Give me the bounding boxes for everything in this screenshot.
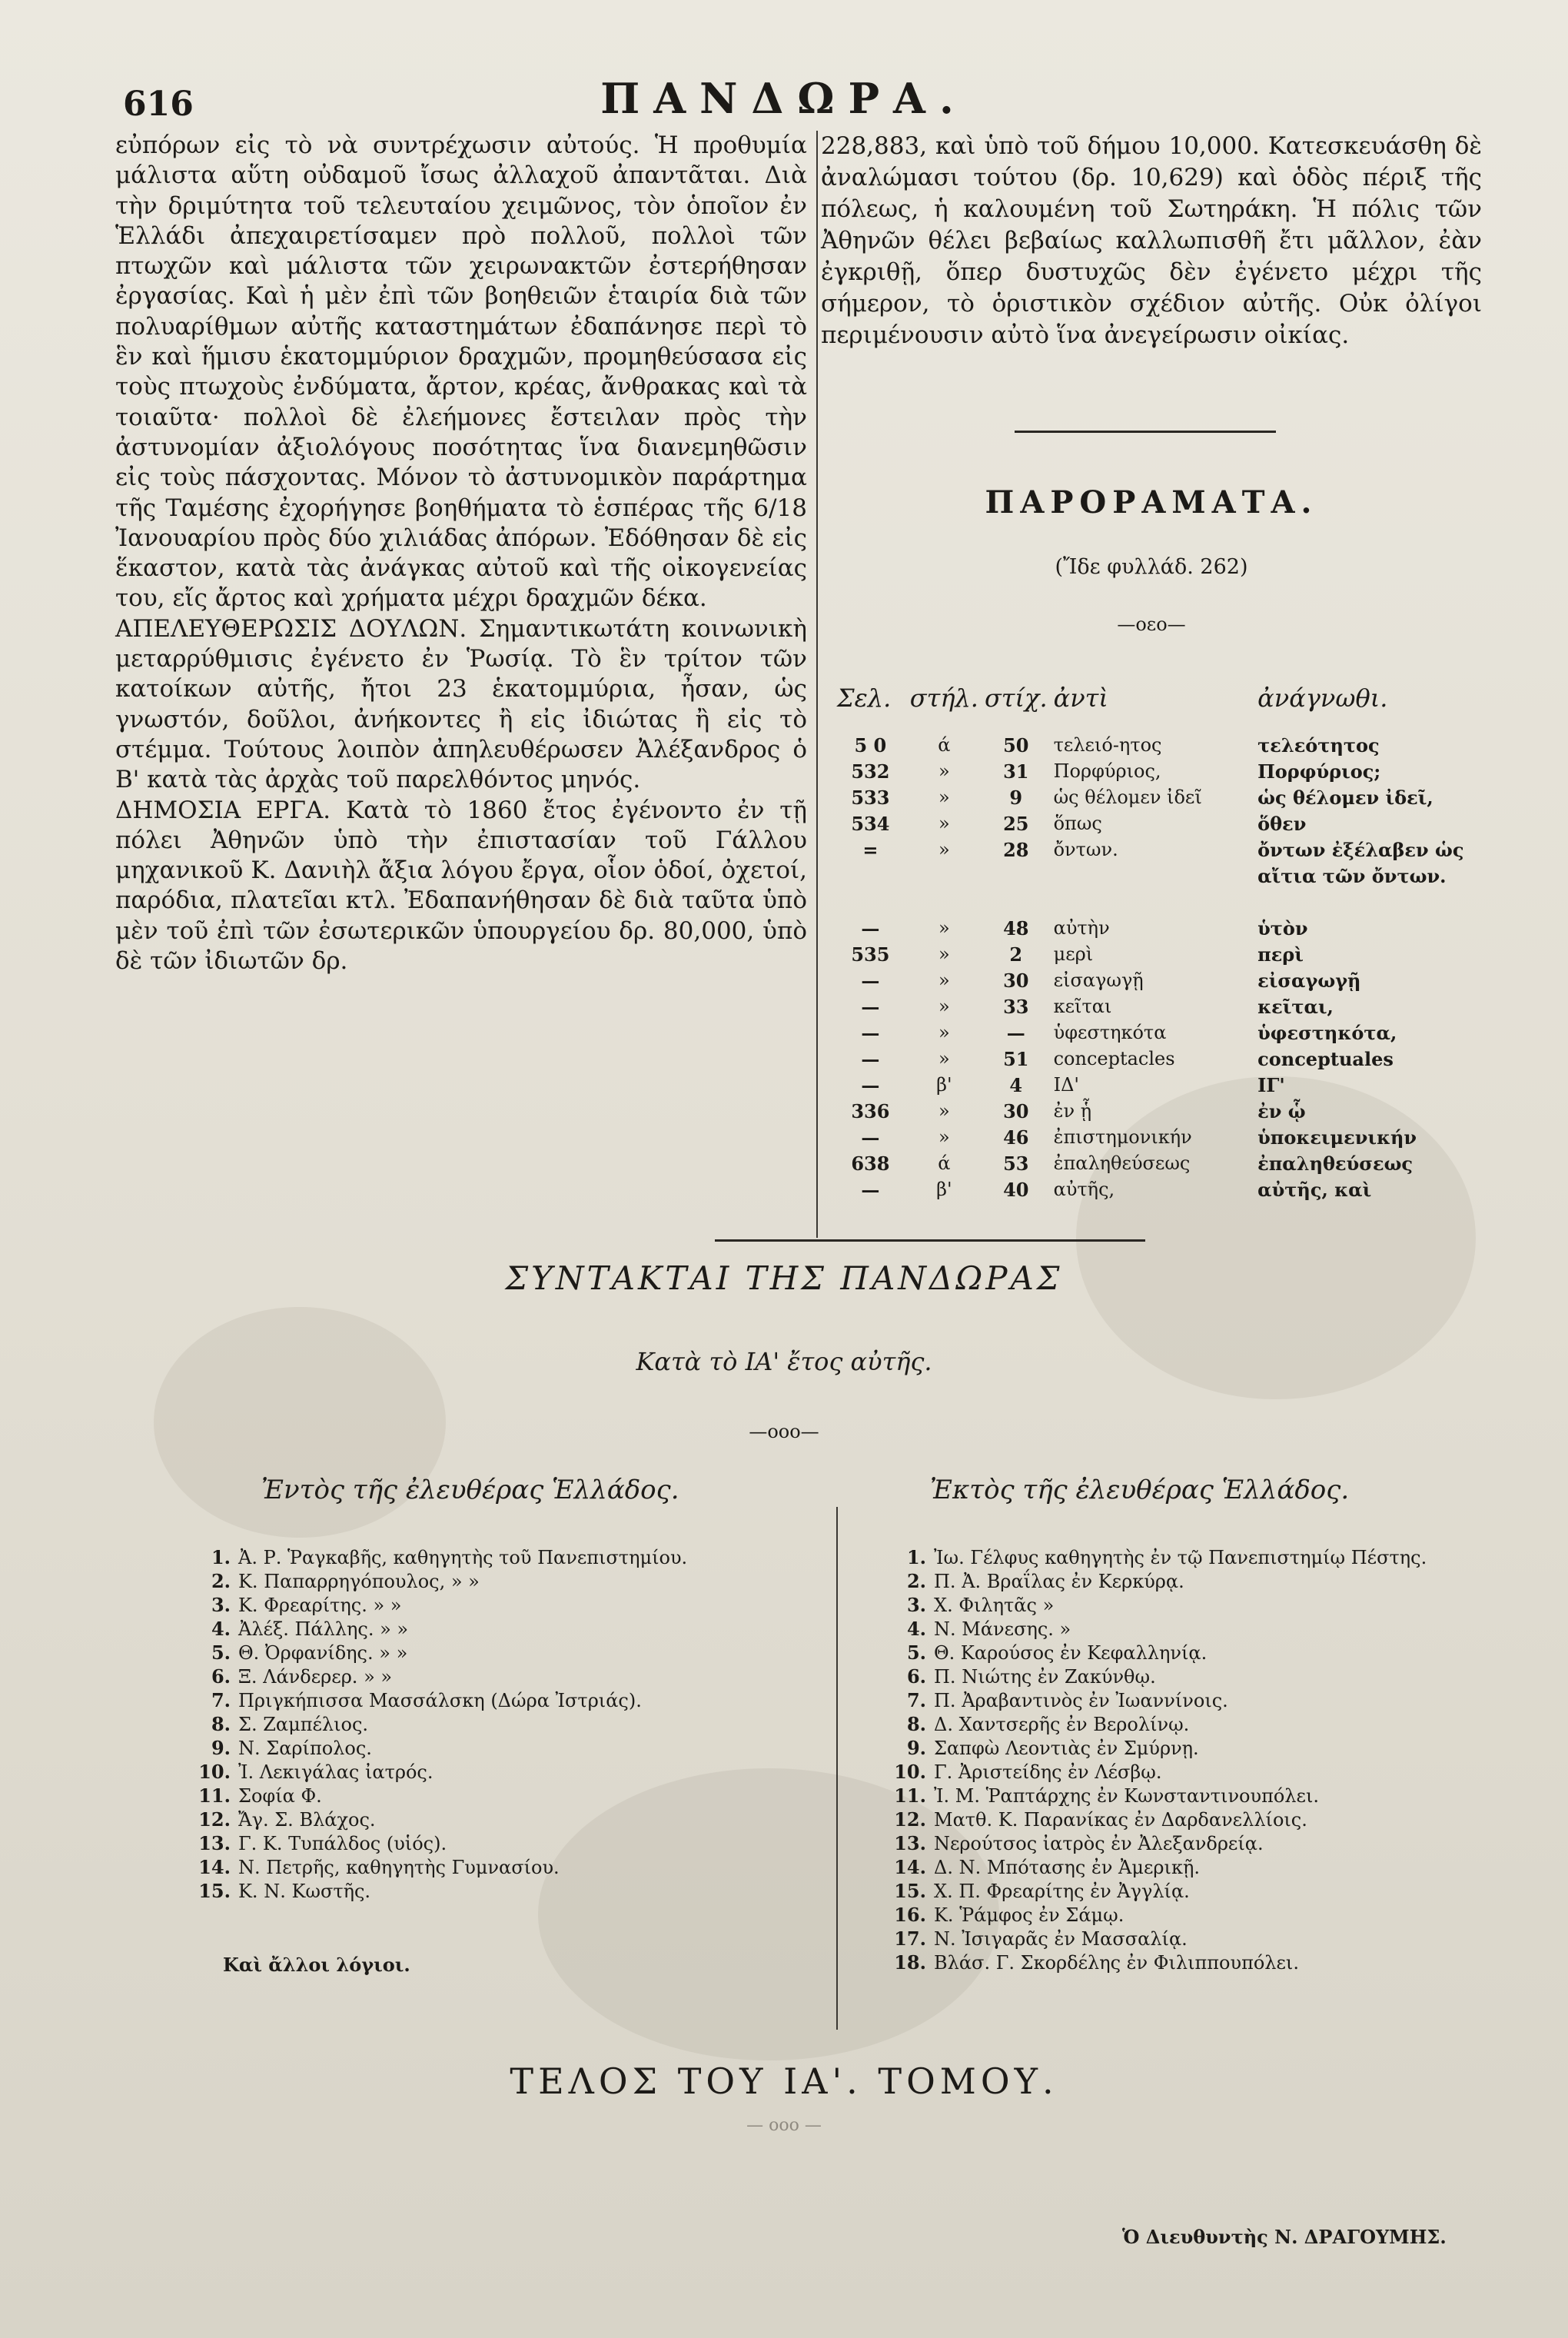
- list-item-name: Κ. Φρεαρίτης. » »: [238, 1595, 402, 1616]
- list-item-number: 2.: [906, 1570, 926, 1592]
- list-item-number: 9.: [906, 1737, 926, 1759]
- errata-correct: ἐπαληθεύσεως: [1257, 1152, 1414, 1175]
- closing-title: ΤΕΛΟΣ ΤΟΥ ΙΑ'. ΤΟΜΟΥ.: [510, 2060, 1058, 2102]
- list-item-number: 13.: [198, 1832, 231, 1854]
- errata-correct: ὑτὸν: [1257, 916, 1308, 940]
- page-number: 616: [123, 85, 194, 124]
- errata-page: —: [861, 1047, 880, 1070]
- contributors-subtitle: Κατὰ τὸ ΙΑ' ἔτος αὐτῆς.: [636, 1347, 932, 1376]
- errata-correct: τελεότητος: [1257, 733, 1380, 757]
- errata-wrong: αὐτῆς,: [1053, 1179, 1115, 1200]
- errata-wrong: κεῖται: [1053, 996, 1112, 1017]
- list-item-name: Κ. Ῥάμφος ἐν Σάμῳ.: [934, 1904, 1125, 1926]
- list-item: [192, 1855, 687, 1879]
- list-item: [888, 1617, 1427, 1641]
- list-item: [888, 1855, 1427, 1879]
- list-item: [192, 1593, 687, 1617]
- errata-line: 9: [1009, 786, 1023, 809]
- errata-correct: [1254, 889, 1487, 915]
- contributors-list-outside: [888, 1545, 1427, 1974]
- errata-wrong: εἰσαγωγῇ: [1053, 969, 1144, 991]
- list-item-name: Ματθ. Κ. Παρανίκας ἐν Δαρδανελλίοις.: [934, 1809, 1307, 1831]
- errata-correct: περὶ: [1257, 943, 1304, 966]
- errata-column: »: [938, 760, 950, 782]
- list-item-number: 2.: [211, 1570, 231, 1592]
- list-item: [888, 1688, 1427, 1712]
- errata-row: [834, 732, 1487, 758]
- list-item: [192, 1688, 687, 1712]
- errata-header-row: [834, 677, 1487, 732]
- errata-page: —: [861, 1021, 880, 1044]
- errata-wrong: αὐτὴν: [1053, 917, 1110, 939]
- list-item: [192, 1736, 687, 1760]
- list-item-number: 5.: [211, 1641, 231, 1664]
- errata-row: [834, 1098, 1487, 1124]
- list-item-number: 5.: [906, 1641, 926, 1664]
- errata-row: [834, 915, 1487, 941]
- errata-page: [834, 889, 907, 915]
- list-item-number: 14.: [894, 1856, 926, 1878]
- list-item-number: 10.: [198, 1761, 231, 1783]
- list-item-number: 1.: [906, 1546, 926, 1568]
- list-item-name: Ἀ. Ρ. Ῥαγκαβῆς, καθηγητὴς τοῦ Πανεπιστημίου.: [238, 1547, 688, 1568]
- list-item: [888, 1784, 1427, 1808]
- errata-page: —: [861, 1178, 880, 1201]
- list-item-number: 6.: [906, 1665, 926, 1688]
- errata-wrong: [1051, 863, 1255, 889]
- errata-line: 2: [1009, 943, 1023, 966]
- list-item-name: Δ. Ν. Μπότασης ἐν Ἀμερικῇ.: [934, 1857, 1200, 1878]
- list-item-number: 16.: [894, 1904, 926, 1926]
- list-item-number: 7.: [906, 1689, 926, 1711]
- section-rule: [1015, 431, 1276, 433]
- list-item-number: 15.: [894, 1880, 926, 1902]
- errata-wrong: Πορφύριος,: [1053, 760, 1161, 782]
- errata-wrong: ὅπως: [1053, 813, 1102, 834]
- list-item: [888, 1760, 1427, 1784]
- errata-correct: εἰσαγωγῇ: [1257, 969, 1361, 992]
- list-item-number: 8.: [211, 1713, 231, 1735]
- errata-correct: ὑποκειμενικήν: [1257, 1126, 1417, 1149]
- list-item-name: Κ. Ν. Κωστῆς.: [238, 1881, 371, 1902]
- errata-row: [834, 889, 1487, 915]
- list-item: [888, 1808, 1427, 1831]
- paragraph-continuation: 228,883, καὶ ὑπὸ τοῦ δήμου 10,000. Κατεσκευάσθη δὲ ἀναλώμασι τούτου (δρ. 10,629) καὶ ὁδὸς πέριξ τῆς πόλεως, ἡ καλουμένη τοῦ Σωτηράκη. Ἡ πόλις τῶν Ἀθηνῶν θέλει βεβαίως καλλωπισθῆ ἔτι μᾶλλον, ἐὰν ἐγκριθῇ, ὅπερ δυστυχῶς δὲν ἐγένετο μέχρι τῆς σήμερον, τὸ ὁριστικὸν σχέδιον αὐτῆς. Οὐκ ὀλίγοι περιμένουσιν αὐτὸ ἵνα ἀνεγείρωσιν οἰκίας.: [821, 132, 1482, 349]
- list-item-name: Ν. Ἰσιγαρᾶς ἐν Μασσαλίᾳ.: [934, 1928, 1188, 1950]
- errata-column: »: [938, 787, 950, 808]
- errata-line: 51: [1003, 1047, 1029, 1070]
- header-column: στήλ.: [909, 683, 978, 713]
- list-item-name: Π. Νιώτης ἐν Ζακύνθῳ.: [934, 1666, 1156, 1688]
- list-item-name: Ν. Πετρῆς, καθηγητὴς Γυμνασίου.: [238, 1857, 560, 1878]
- list-item-name: Π. Ἀραβαντινὸς ἐν Ἰωαννίνοις.: [934, 1690, 1228, 1711]
- left-list-heading: Ἐντὸς τῆς ἐλευθέρας Ἑλλάδος.: [261, 1475, 679, 1505]
- list-item-number: 3.: [906, 1594, 926, 1616]
- errata-line: 46: [1003, 1126, 1029, 1149]
- list-item: [192, 1879, 687, 1903]
- errata-page: 534: [851, 812, 890, 835]
- list-item-number: 4.: [906, 1618, 926, 1640]
- errata-column: »: [938, 943, 950, 965]
- list-item-number: 17.: [894, 1927, 926, 1950]
- list-item-name: Σ. Ζαμπέλιος.: [238, 1714, 369, 1735]
- list-item: [192, 1617, 687, 1641]
- list-item: [192, 1784, 687, 1808]
- errata-row: [834, 758, 1487, 784]
- list-item-number: 3.: [211, 1594, 231, 1616]
- errata-correct: conceptuales: [1257, 1047, 1394, 1070]
- errata-reference: (Ἴδε φυλλάδ. 262): [1055, 555, 1248, 579]
- list-item-name: Πριγκήπισσα Μασσάλσκη (Δώρα Ἰστριάς).: [238, 1690, 642, 1711]
- errata-correct: ἐν ᾧ: [1257, 1099, 1306, 1122]
- errata-column: [907, 863, 982, 889]
- errata-column: ά: [938, 734, 951, 756]
- errata-page: —: [861, 916, 880, 940]
- list-item-number: 13.: [894, 1832, 926, 1854]
- list-item-number: 12.: [198, 1808, 231, 1831]
- list-item: [888, 1593, 1427, 1617]
- list-item-name: Σαπφὼ Λεοντιὰς ἐν Σμύρνῃ.: [934, 1738, 1199, 1759]
- errata-page: —: [861, 1073, 880, 1096]
- list-item: [192, 1760, 687, 1784]
- list-item-number: 11.: [894, 1784, 926, 1807]
- list-item-name: Ἀλέξ. Πάλλης. » »: [238, 1618, 409, 1640]
- errata-column: »: [938, 813, 950, 834]
- list-item-name: Χ. Π. Φρεαρίτης ἐν Ἀγγλίᾳ.: [934, 1881, 1190, 1902]
- errata-wrong: μερὶ: [1053, 943, 1094, 965]
- list-item: [888, 1736, 1427, 1760]
- errata-row: [834, 1072, 1487, 1098]
- column-divider: [816, 131, 818, 1238]
- header-instead: ἀντὶ: [1053, 683, 1108, 713]
- list-item: [192, 1808, 687, 1831]
- errata-title: ΠΑΡΟΡΑΜΑΤΑ.: [985, 484, 1318, 520]
- list-item-name: Ξ. Λάνδερερ. » »: [238, 1666, 393, 1688]
- errata-wrong: ὑφεστηκότα: [1053, 1022, 1167, 1043]
- list-item-number: 1.: [211, 1546, 231, 1568]
- errata-line: 30: [1003, 969, 1029, 992]
- errata-column: β': [936, 1074, 952, 1096]
- errata-correct: κεῖται,: [1257, 995, 1334, 1018]
- masthead-title: ΠΑΝΔΩΡΑ.: [600, 74, 968, 123]
- list-item-number: 4.: [211, 1618, 231, 1640]
- errata-line: 30: [1003, 1099, 1029, 1122]
- list-item-name: Π. Ἀ. Βραΐλας ἐν Κερκύρᾳ.: [934, 1571, 1184, 1592]
- errata-wrong: ὡς θέλομεν ἰδεῖ: [1053, 787, 1202, 808]
- list-item: [888, 1879, 1427, 1903]
- list-item-number: 6.: [211, 1665, 231, 1688]
- errata-correct: ΙΓ': [1257, 1073, 1285, 1096]
- contributors-list-inside: [192, 1545, 687, 1903]
- contributors-ornament: —οοο—: [749, 1421, 819, 1442]
- list-item-number: 7.: [211, 1689, 231, 1711]
- list-item-number: 10.: [894, 1761, 926, 1783]
- errata-column: »: [938, 839, 950, 860]
- errata-column: »: [938, 996, 950, 1017]
- errata-page: 533: [851, 786, 890, 809]
- errata-line: 48: [1003, 916, 1029, 940]
- errata-page: 336: [851, 1099, 890, 1122]
- list-item: [888, 1903, 1427, 1927]
- list-item: [888, 1569, 1427, 1593]
- list-item-number: 15.: [198, 1880, 231, 1902]
- errata-line: 50: [1003, 733, 1029, 757]
- list-item: [888, 1545, 1427, 1569]
- errata-line: 4: [1009, 1073, 1023, 1096]
- list-item: [192, 1712, 687, 1736]
- list-item: [888, 1712, 1427, 1736]
- errata-correct: Πορφύριος;: [1257, 760, 1381, 783]
- list-item-number: 12.: [894, 1808, 926, 1831]
- header-line: στίχ.: [984, 683, 1048, 713]
- right-list-heading: Ἐκτὸς τῆς ἐλευθέρας Ἑλλάδος.: [930, 1475, 1350, 1505]
- faint-ornament: — οοο —: [746, 2116, 822, 2135]
- errata-page: 638: [851, 1152, 890, 1175]
- errata-wrong: ὄντων.: [1053, 839, 1118, 860]
- errata-line: —: [1006, 1021, 1025, 1044]
- header-page: Σελ.: [837, 683, 892, 713]
- errata-wrong: conceptacles: [1053, 1048, 1175, 1069]
- errata-column: »: [938, 1022, 950, 1043]
- list-item: [888, 1641, 1427, 1665]
- errata-correct: ὅθεν: [1257, 812, 1307, 835]
- errata-row: [834, 1019, 1487, 1046]
- errata-column: »: [938, 1100, 950, 1122]
- list-item-name: Γ. Κ. Τυπάλδος (υἱός).: [238, 1833, 447, 1854]
- errata-column: ά: [938, 1152, 951, 1174]
- list-item-name: Βλάσ. Γ. Σκορδέλης ἐν Φιλιππουπόλει.: [934, 1952, 1299, 1974]
- errata-page: —: [861, 995, 880, 1018]
- list-item-name: Ἰω. Γέλφυς καθηγητὴς ἐν τῷ Πανεπιστημίῳ Πέστης.: [934, 1547, 1427, 1568]
- errata-ornament: —οεο—: [1117, 614, 1186, 635]
- errata-wrong: τελειό-ητος: [1053, 734, 1162, 756]
- list-divider: [836, 1507, 838, 2030]
- list-item-name: Θ. Ὀρφανίδης. » »: [238, 1642, 408, 1664]
- list-item: [888, 1831, 1427, 1855]
- errata-wrong: ἐπιστημονικήν: [1053, 1126, 1192, 1148]
- section-rule: [715, 1239, 1145, 1242]
- errata-correct: ὑφεστηκότα,: [1257, 1021, 1397, 1044]
- errata-column: »: [938, 1048, 950, 1069]
- errata-page: =: [862, 838, 879, 861]
- errata-page: 532: [851, 760, 890, 783]
- list-item: [888, 1927, 1427, 1951]
- list-item-number: 11.: [198, 1784, 231, 1807]
- list-item: [192, 1569, 687, 1593]
- errata-correct: αἴτια τῶν ὄντων.: [1257, 864, 1447, 887]
- errata-row: [834, 784, 1487, 810]
- list-item-number: 14.: [198, 1856, 231, 1878]
- list-item-name: Ν. Σαρίπολος.: [238, 1738, 372, 1759]
- errata-column: »: [938, 917, 950, 939]
- errata-page: —: [861, 969, 880, 992]
- errata-row: [834, 836, 1487, 863]
- list-item-name: Σοφία Φ.: [238, 1785, 322, 1807]
- errata-line: 25: [1003, 812, 1029, 835]
- list-item: [192, 1545, 687, 1569]
- list-item-name: Κ. Παπαρρηγόπουλος, » »: [238, 1571, 480, 1592]
- errata-column: β': [936, 1179, 952, 1200]
- errata-wrong: ἐν ᾗ: [1053, 1100, 1092, 1122]
- header-read: ἀνάγνωθι.: [1257, 683, 1388, 713]
- errata-row: [834, 1046, 1487, 1072]
- errata-line: 53: [1003, 1152, 1029, 1175]
- errata-wrong: [1051, 889, 1255, 915]
- list-item-name: Ἄγ. Σ. Βλάχος.: [238, 1809, 376, 1831]
- contributors-list-end: Καὶ ἄλλοι λόγιοι.: [223, 1954, 410, 1976]
- list-item-name: Χ. Φιλητᾶς »: [934, 1595, 1055, 1616]
- errata-page: 5 0: [854, 733, 887, 757]
- list-item: [192, 1641, 687, 1665]
- errata-table: [834, 677, 1487, 1202]
- list-item-name: Ἰ. Λεκιγάλας ἰατρός.: [238, 1761, 434, 1783]
- errata-row: [834, 967, 1487, 993]
- errata-row: [834, 1176, 1487, 1202]
- errata-column: »: [938, 1126, 950, 1148]
- errata-line: 33: [1003, 995, 1029, 1018]
- errata-line: 31: [1003, 760, 1029, 783]
- errata-row: [834, 993, 1487, 1019]
- errata-line: 40: [1003, 1178, 1029, 1201]
- errata-line: [982, 889, 1051, 915]
- contributors-title: ΣΥΝΤΑΚΤΑΙ ΤΗΣ ΠΑΝΔΩΡΑΣ: [505, 1259, 1063, 1297]
- list-item-name: Θ. Καρούσος ἐν Κεφαλληνίᾳ.: [934, 1642, 1208, 1664]
- errata-page: —: [861, 1126, 880, 1149]
- right-column: [821, 131, 1482, 351]
- list-item: [192, 1665, 687, 1688]
- paragraph-emancipation: ΑΠΕΛΕΥΘΕΡΩΣΙΣ ΔΟΥΛΩΝ. Σημαντικωτάτη κοινωνικὴ μεταρρύθμισις ἐγένετο ἐν Ῥωσίᾳ. Τὸ ἓν τρίτον τῶν κατοίκων αὐτῆς, ἤτοι 23 ἑκατομμύρια, ἦσαν, ὡς γνωστόν, δοῦλοι, ἀνήκοντες ἢ εἰς ἰδιώτας ἢ εἰς τὸ στέμμα. Τούτους λοιπὸν ἀπηλευθέρωσεν Ἀλέξανδρος ὁ Β' κατὰ τὰς ἀρχὰς τοῦ παρελθόντος μηνός.: [115, 614, 807, 794]
- list-item: [192, 1831, 687, 1855]
- errata-row: [834, 1150, 1487, 1176]
- errata-page: 535: [851, 943, 890, 966]
- errata-correct: αὐτῆς, καὶ: [1257, 1178, 1372, 1201]
- list-item-number: 18.: [894, 1951, 926, 1974]
- list-item-number: 9.: [211, 1737, 231, 1759]
- errata-line: 28: [1003, 838, 1029, 861]
- list-item-name: Δ. Χαντσερῆς ἐν Βερολίνῳ.: [934, 1714, 1190, 1735]
- errata-wrong: ΙΔ': [1053, 1074, 1080, 1096]
- errata-line: [982, 863, 1051, 889]
- errata-correct: ὡς θέλομεν ἰδεῖ,: [1257, 786, 1433, 809]
- list-item-name: Ν. Μάνεσης. »: [934, 1618, 1071, 1640]
- list-item-number: 8.: [906, 1713, 926, 1735]
- editor-signature: Ὁ Διευθυντὴς Ν. ΔΡΑΓΟΥΜΗΣ.: [1122, 2226, 1447, 2248]
- list-item: [888, 1665, 1427, 1688]
- list-item-name: Ἰ. Μ. Ῥαπτάρχης ἐν Κωνσταντινουπόλει.: [934, 1785, 1319, 1807]
- list-item-name: Γ. Ἀριστείδης ἐν Λέσβῳ.: [934, 1761, 1162, 1783]
- paragraph-poor-relief: εὐπόρων εἰς τὸ νὰ συντρέχωσιν αὐτούς. Ἡ προθυμία μάλιστα αὕτη οὐδαμοῦ ἴσως ἀλλαχοῦ ἀπαντᾶται. Διὰ τὴν δριμύτητα τοῦ τελευταίου χειμῶνος, τὸν ὁποῖον ἐν Ἑλλάδι ἀπεχαιρετίσαμεν πρὸ πολλοῦ, πολλοὶ τῶν πτωχῶν καὶ μάλιστα τῶν χειρωνακτῶν ἐστερήθησαν ἐργασίας. Καὶ ἡ μὲν ἐπὶ τῶν βοηθειῶν ἑταιρία διὰ τῶν πολυαρίθμων αὐτῆς καταστημάτων ἐδαπάνησε περὶ τὸ ἓν καὶ ἥμισυ ἑκατομμύριον δραχμῶν, προμηθεύσασα εἰς τοὺς πτωχοὺς ἐνδύματα, ἄρτον, κρέας, ἄνθρακας καὶ τὰ τοιαῦτα· πολλοὶ δὲ ἐλεήμονες ἔστειλαν πρὸς τὴν ἀστυνομίαν ἀξιολόγους ποσότητας ἵνα διανεμηθῶσιν εἰς τοὺς πάσχοντας. Μόνον τὸ ἀστυνομικὸν παράρτημα τῆς Ταμέσης ἐχορήγησε βοηθήματα τὸ ἑσπέρας τῆς 6/18 Ἰανουαρίου πρὸς δύο χιλιάδας ἀπόρων. Ἐδόθησαν δὲ εἰς ἕκαστον, κατὰ τὰς ἀνάγκας αὐτοῦ καὶ τῆς οἰκογενείας του, εἴς ἄρτος καὶ χρήματα μέχρι δραχμῶν δέκα.: [115, 131, 807, 613]
- left-column: [115, 131, 807, 976]
- errata-row: [834, 941, 1487, 967]
- errata-row: [834, 863, 1487, 889]
- errata-correct: ὄντων ἐξέλαβεν ὡς: [1257, 838, 1464, 861]
- errata-wrong: ἐπαληθεύσεως: [1053, 1152, 1191, 1174]
- errata-row: [834, 1124, 1487, 1150]
- errata-page: [834, 863, 907, 889]
- errata-column: [907, 889, 982, 915]
- paragraph-public-works: ΔΗΜΟΣΙΑ ΕΡΓΑ. Κατὰ τὸ 1860 ἔτος ἐγένοντο ἐν τῇ πόλει Ἀθηνῶν ὑπὸ τὴν ἐπιστασίαν τοῦ Γάλλου μηχανικοῦ Κ. Δανιὴλ ἄξια λόγου ἔργα, οἷον ὁδοί, ὀχετοί, παρόδια, πλατεῖαι κτλ. Ἐδαπανήθησαν δὲ διὰ ταῦτα ὑπὸ μὲν τοῦ ἐπὶ τῶν ἐσωτερικῶν ὑπουργείου δρ. 80,000, ὑπὸ δὲ τῶν ἰδιωτῶν δρ.: [115, 796, 807, 976]
- errata-column: »: [938, 969, 950, 991]
- list-item-name: Νερούτσος ἰατρὸς ἐν Ἀλεξανδρείᾳ.: [934, 1833, 1264, 1854]
- errata-row: [834, 810, 1487, 836]
- list-item: [888, 1951, 1427, 1974]
